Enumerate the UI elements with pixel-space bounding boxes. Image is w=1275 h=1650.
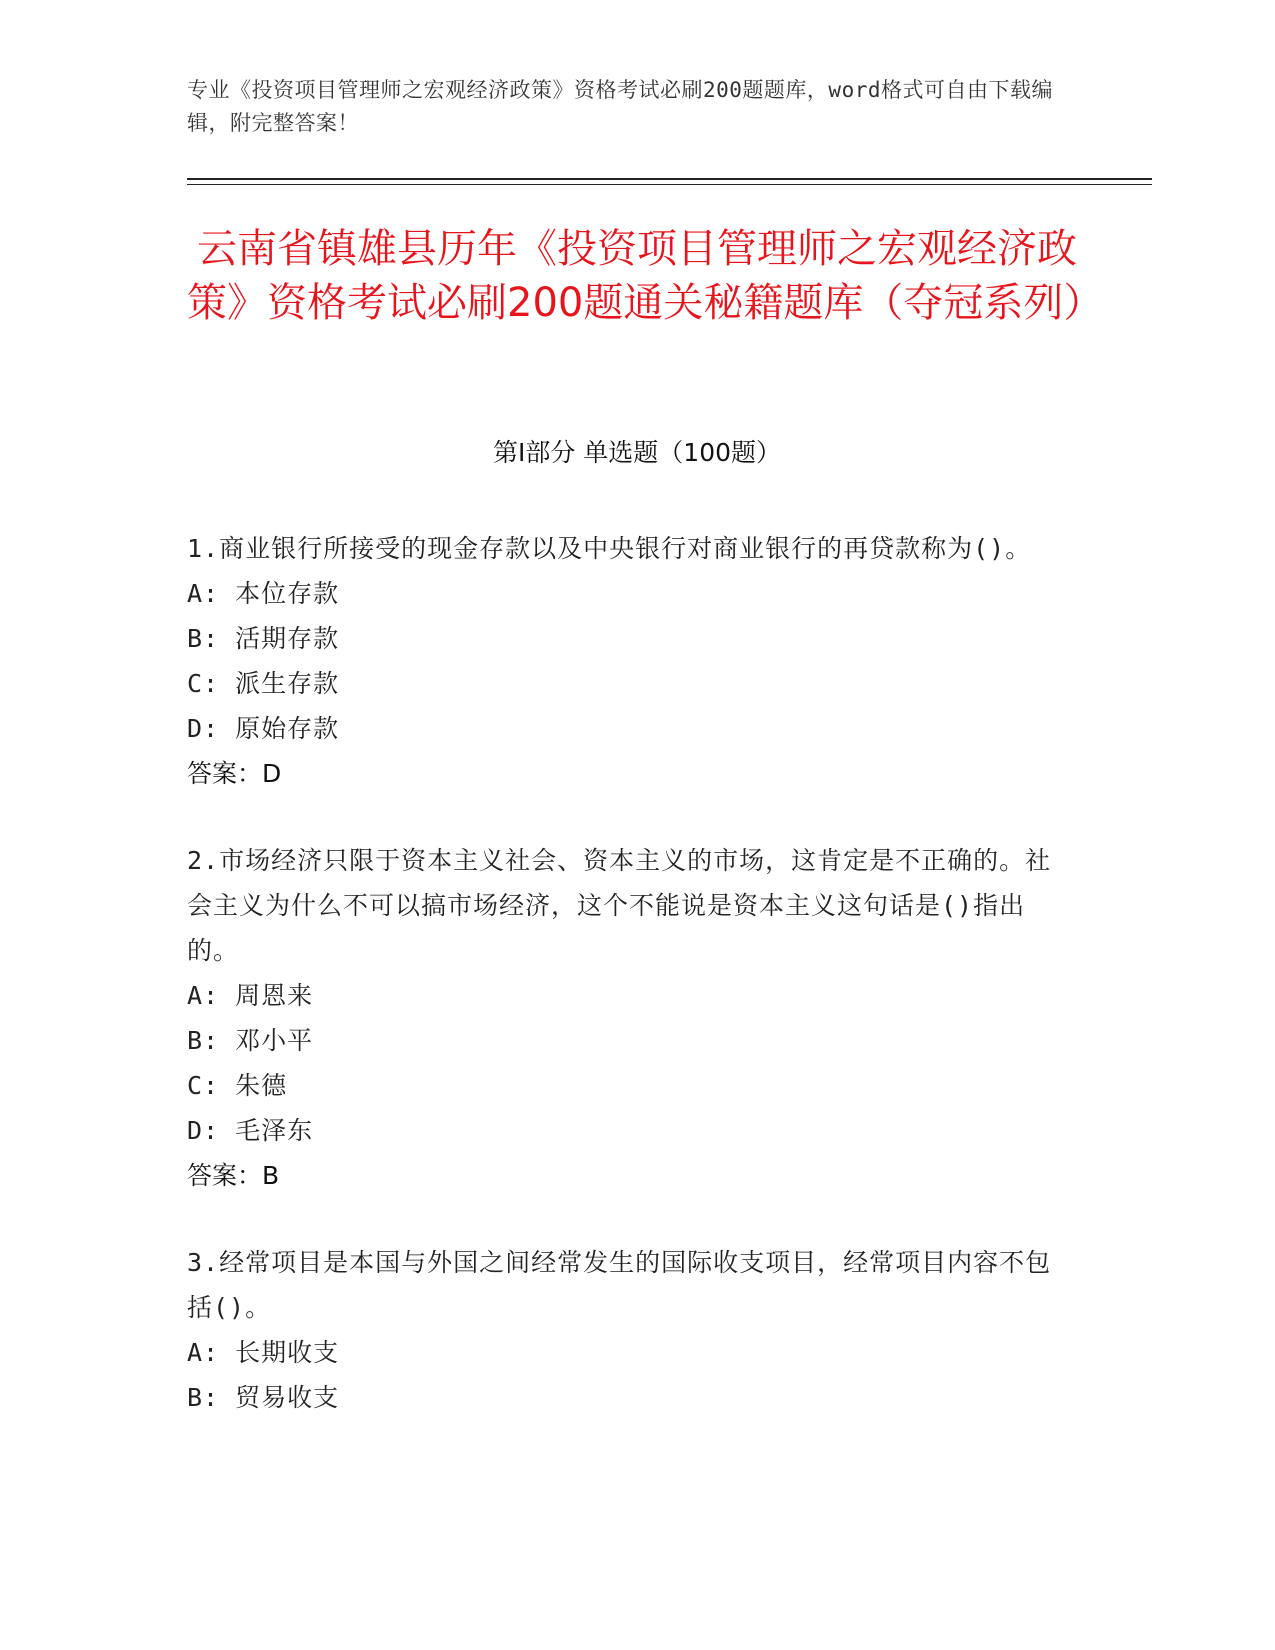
option-a: A: 周恩来 bbox=[187, 981, 314, 1010]
question-stem: 2.市场经济只限于资本主义社会、资本主义的市场，这肯定是不正确的。社会主义为什么不可以搞市场经济，这个不能说是资本主义这句话是()指出的。 bbox=[187, 846, 1052, 965]
option-d: D: 毛泽东 bbox=[187, 1116, 314, 1145]
question-2 bbox=[187, 838, 1067, 1198]
question-list bbox=[187, 526, 1067, 1462]
header-note: 专业《投资项目管理师之宏观经济政策》资格考试必刷200题题库，word格式可自由下载编辑，附完整答案！ bbox=[187, 78, 1053, 135]
option-d: D: 原始存款 bbox=[187, 714, 340, 743]
question-stem: 1.商业银行所接受的现金存款以及中央银行对商业银行的再贷款称为()。 bbox=[187, 534, 1032, 563]
question-3 bbox=[187, 1240, 1067, 1420]
option-b: B: 邓小平 bbox=[187, 1026, 314, 1055]
option-b: B: 贸易收支 bbox=[187, 1383, 340, 1412]
answer: 答案：D bbox=[187, 759, 282, 788]
question-stem: 3.经常项目是本国与外国之间经常发生的国际收支项目，经常项目内容不包括()。 bbox=[187, 1248, 1052, 1322]
header-divider-thick bbox=[187, 178, 1152, 180]
option-a: A: 长期收支 bbox=[187, 1338, 340, 1367]
header-divider-thin bbox=[187, 184, 1152, 185]
question-1 bbox=[187, 526, 1067, 796]
answer: 答案：B bbox=[187, 1161, 280, 1190]
document-title: 云南省镇雄县历年《投资项目管理师之宏观经济政策》资格考试必刷200题通关秘籍题库（夺冠系列） bbox=[187, 226, 1104, 326]
option-b: B: 活期存款 bbox=[187, 624, 340, 653]
option-c: C: 派生存款 bbox=[187, 669, 340, 698]
option-a: A: 本位存款 bbox=[187, 579, 340, 608]
option-c: C: 朱德 bbox=[187, 1071, 288, 1100]
section-title: 第Ⅰ部分 单选题（100题） bbox=[492, 438, 782, 467]
